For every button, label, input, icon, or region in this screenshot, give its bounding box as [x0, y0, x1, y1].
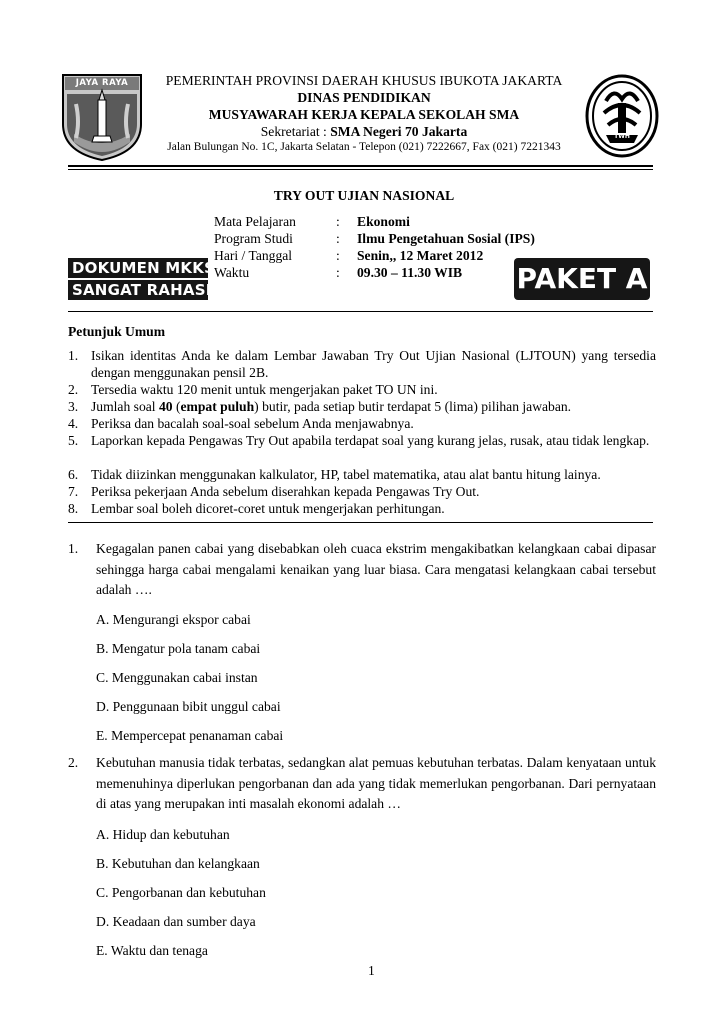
instruction-text: Tersedia waktu 120 menit untuk mengerjakan paket TO UN ini. — [91, 382, 438, 397]
question-number: 1. — [68, 541, 79, 556]
instructions-rule — [68, 522, 653, 523]
instruction-item — [68, 500, 656, 517]
instruction-number: 7. — [68, 484, 79, 499]
instruction-text: Tidak diizinkan menggunakan kalkulator, HP, tabel matematika, atau alat bantu hitung lainya. — [91, 467, 601, 482]
instruction-number: 2. — [68, 382, 79, 397]
answer-option: C. Menggunakan cabai instan — [96, 670, 258, 685]
meta-sep-date: : — [336, 248, 340, 263]
question-text: Kebutuhan manusia tidak terbatas, sedangkan alat pemuas kebutuhan terbatas. Dalam kenyataan untuk memenuhinya diperlukan pengorbanan dan ada yang tidak memerlukan pengorbanan. Dari pernyataan di atas yang merupakan inti masalah ekonomi adalah … — [96, 755, 656, 811]
meta-sep-subject: : — [336, 214, 340, 229]
meta-label-subject: Mata Pelajaran — [214, 214, 296, 229]
instruction-number: 1. — [68, 348, 79, 363]
instruction-number: 4. — [68, 416, 79, 431]
header-address: Jalan Bulungan No. 1C, Jakarta Selatan - Telepon (021) 7222667, Fax (021) 7221343 — [167, 141, 561, 153]
instruction-text: Laporkan kepada Pengawas Try Out apabila terdapat soal yang kurang jelas, rusak, atau tidak lengkap. — [91, 433, 650, 448]
answer-option: B. Mengatur pola tanam cabai — [96, 641, 261, 656]
paket-badge: PAKET A — [514, 258, 650, 300]
instruction-number: 3. — [68, 399, 79, 414]
instruction-count: 40 — [158, 399, 173, 414]
answer-option: A. Mengurangi ekspor cabai — [96, 612, 251, 627]
instruction-item — [68, 483, 656, 500]
page-number: 1 — [368, 963, 375, 978]
instruction-item — [68, 415, 656, 432]
meta-value-time: 09.30 – 11.30 WIB — [357, 265, 463, 280]
meta-label-date: Hari / Tanggal — [214, 248, 293, 263]
meta-rule — [68, 311, 653, 312]
meta-label-program: Program Studi — [214, 231, 293, 246]
header-department: DINAS PENDIDIKAN — [297, 90, 431, 105]
meta-label-time: Waktu — [214, 265, 250, 280]
question — [68, 753, 656, 815]
stamp-secret: SANGAT RAHASIA — [68, 280, 208, 300]
meta-sep-time: : — [336, 265, 340, 280]
answer-option: B. Kebutuhan dan kelangkaan — [96, 856, 260, 871]
instruction-item — [68, 347, 656, 381]
instructions-heading: Petunjuk Umum — [68, 324, 166, 339]
instruction-item — [68, 466, 656, 483]
instruction-count-words: empat puluh — [180, 399, 255, 414]
header-council: MUSYAWARAH KERJA KEPALA SEKOLAH SMA — [208, 107, 520, 122]
question — [68, 539, 656, 601]
instruction-text: Periksa pekerjaan Anda sebelum diserahkan kepada Pengawas Try Out. — [91, 484, 480, 499]
question-text: Kegagalan panen cabai yang disebabkan oleh cuaca ekstrim mengakibatkan kelangkaan cabai dipasar sehingga harga cabai mengalami kenaikan yang luar biasa. Cara mengatasi kelangkaan cabai tersebut adalah …. — [96, 541, 656, 597]
exam-title: TRY OUT UJIAN NASIONAL — [273, 188, 455, 203]
question-number: 2. — [68, 755, 79, 770]
answer-option: E. Mempercepat penanaman cabai — [96, 728, 284, 743]
answer-option: E. Waktu dan tenaga — [96, 943, 208, 958]
instruction-text — [91, 398, 656, 415]
answer-option: D. Penggunaan bibit unggul cabai — [96, 699, 281, 714]
instruction-text: Lembar soal boleh dicoret-coret untuk mengerjakan perhitungan. — [91, 501, 445, 516]
instruction-text: Periksa dan bacalah soal-soal sebelum Anda menjawabnya. — [91, 416, 414, 431]
answer-option: A. Hidup dan kebutuhan — [96, 827, 230, 842]
meta-value-subject: Ekonomi — [357, 214, 410, 229]
header-secretariat — [0, 123, 728, 140]
header-government: PEMERINTAH PROVINSI DAERAH KHUSUS IBUKOTA JAKARTA — [165, 73, 563, 88]
instruction-number: 5. — [68, 433, 79, 448]
header-secretariat-label: Sekretariat : — [260, 124, 331, 139]
answer-option: D. Keadaan dan sumber daya — [96, 914, 256, 929]
stamp-document: DOKUMEN MKKS — [68, 258, 208, 278]
header-rule-thick — [68, 165, 653, 167]
meta-value-program: Ilmu Pengetahuan Sosial (IPS) — [357, 231, 535, 246]
instruction-item — [68, 398, 656, 415]
left-logo-text: JAYA RAYA — [75, 78, 129, 88]
instruction-text-part: Jumlah soal — [91, 399, 159, 414]
header-secretariat-school: SMA Negeri 70 Jakarta — [330, 124, 468, 139]
instruction-text-part: ( — [172, 399, 181, 414]
header-rule-thin — [68, 169, 653, 170]
meta-value-date: Senin,, 12 Maret 2012 — [357, 248, 484, 263]
instruction-item — [68, 381, 656, 398]
meta-sep-program: : — [336, 231, 340, 246]
answer-option: C. Pengorbanan dan kebutuhan — [96, 885, 266, 900]
instruction-number: 6. — [68, 467, 79, 482]
instruction-text: Isikan identitas Anda ke dalam Lembar Jawaban Try Out Ujian Nasional (LJTOUN) yang tersedia dengan menggunakan pensil 2B. — [91, 348, 656, 380]
right-logo-text: TWH — [614, 133, 630, 140]
instruction-number: 8. — [68, 501, 79, 516]
instruction-item — [68, 432, 656, 449]
instruction-text-part: ) butir, pada setiap butir terdapat 5 (lima) pilihan jawaban. — [254, 399, 572, 414]
